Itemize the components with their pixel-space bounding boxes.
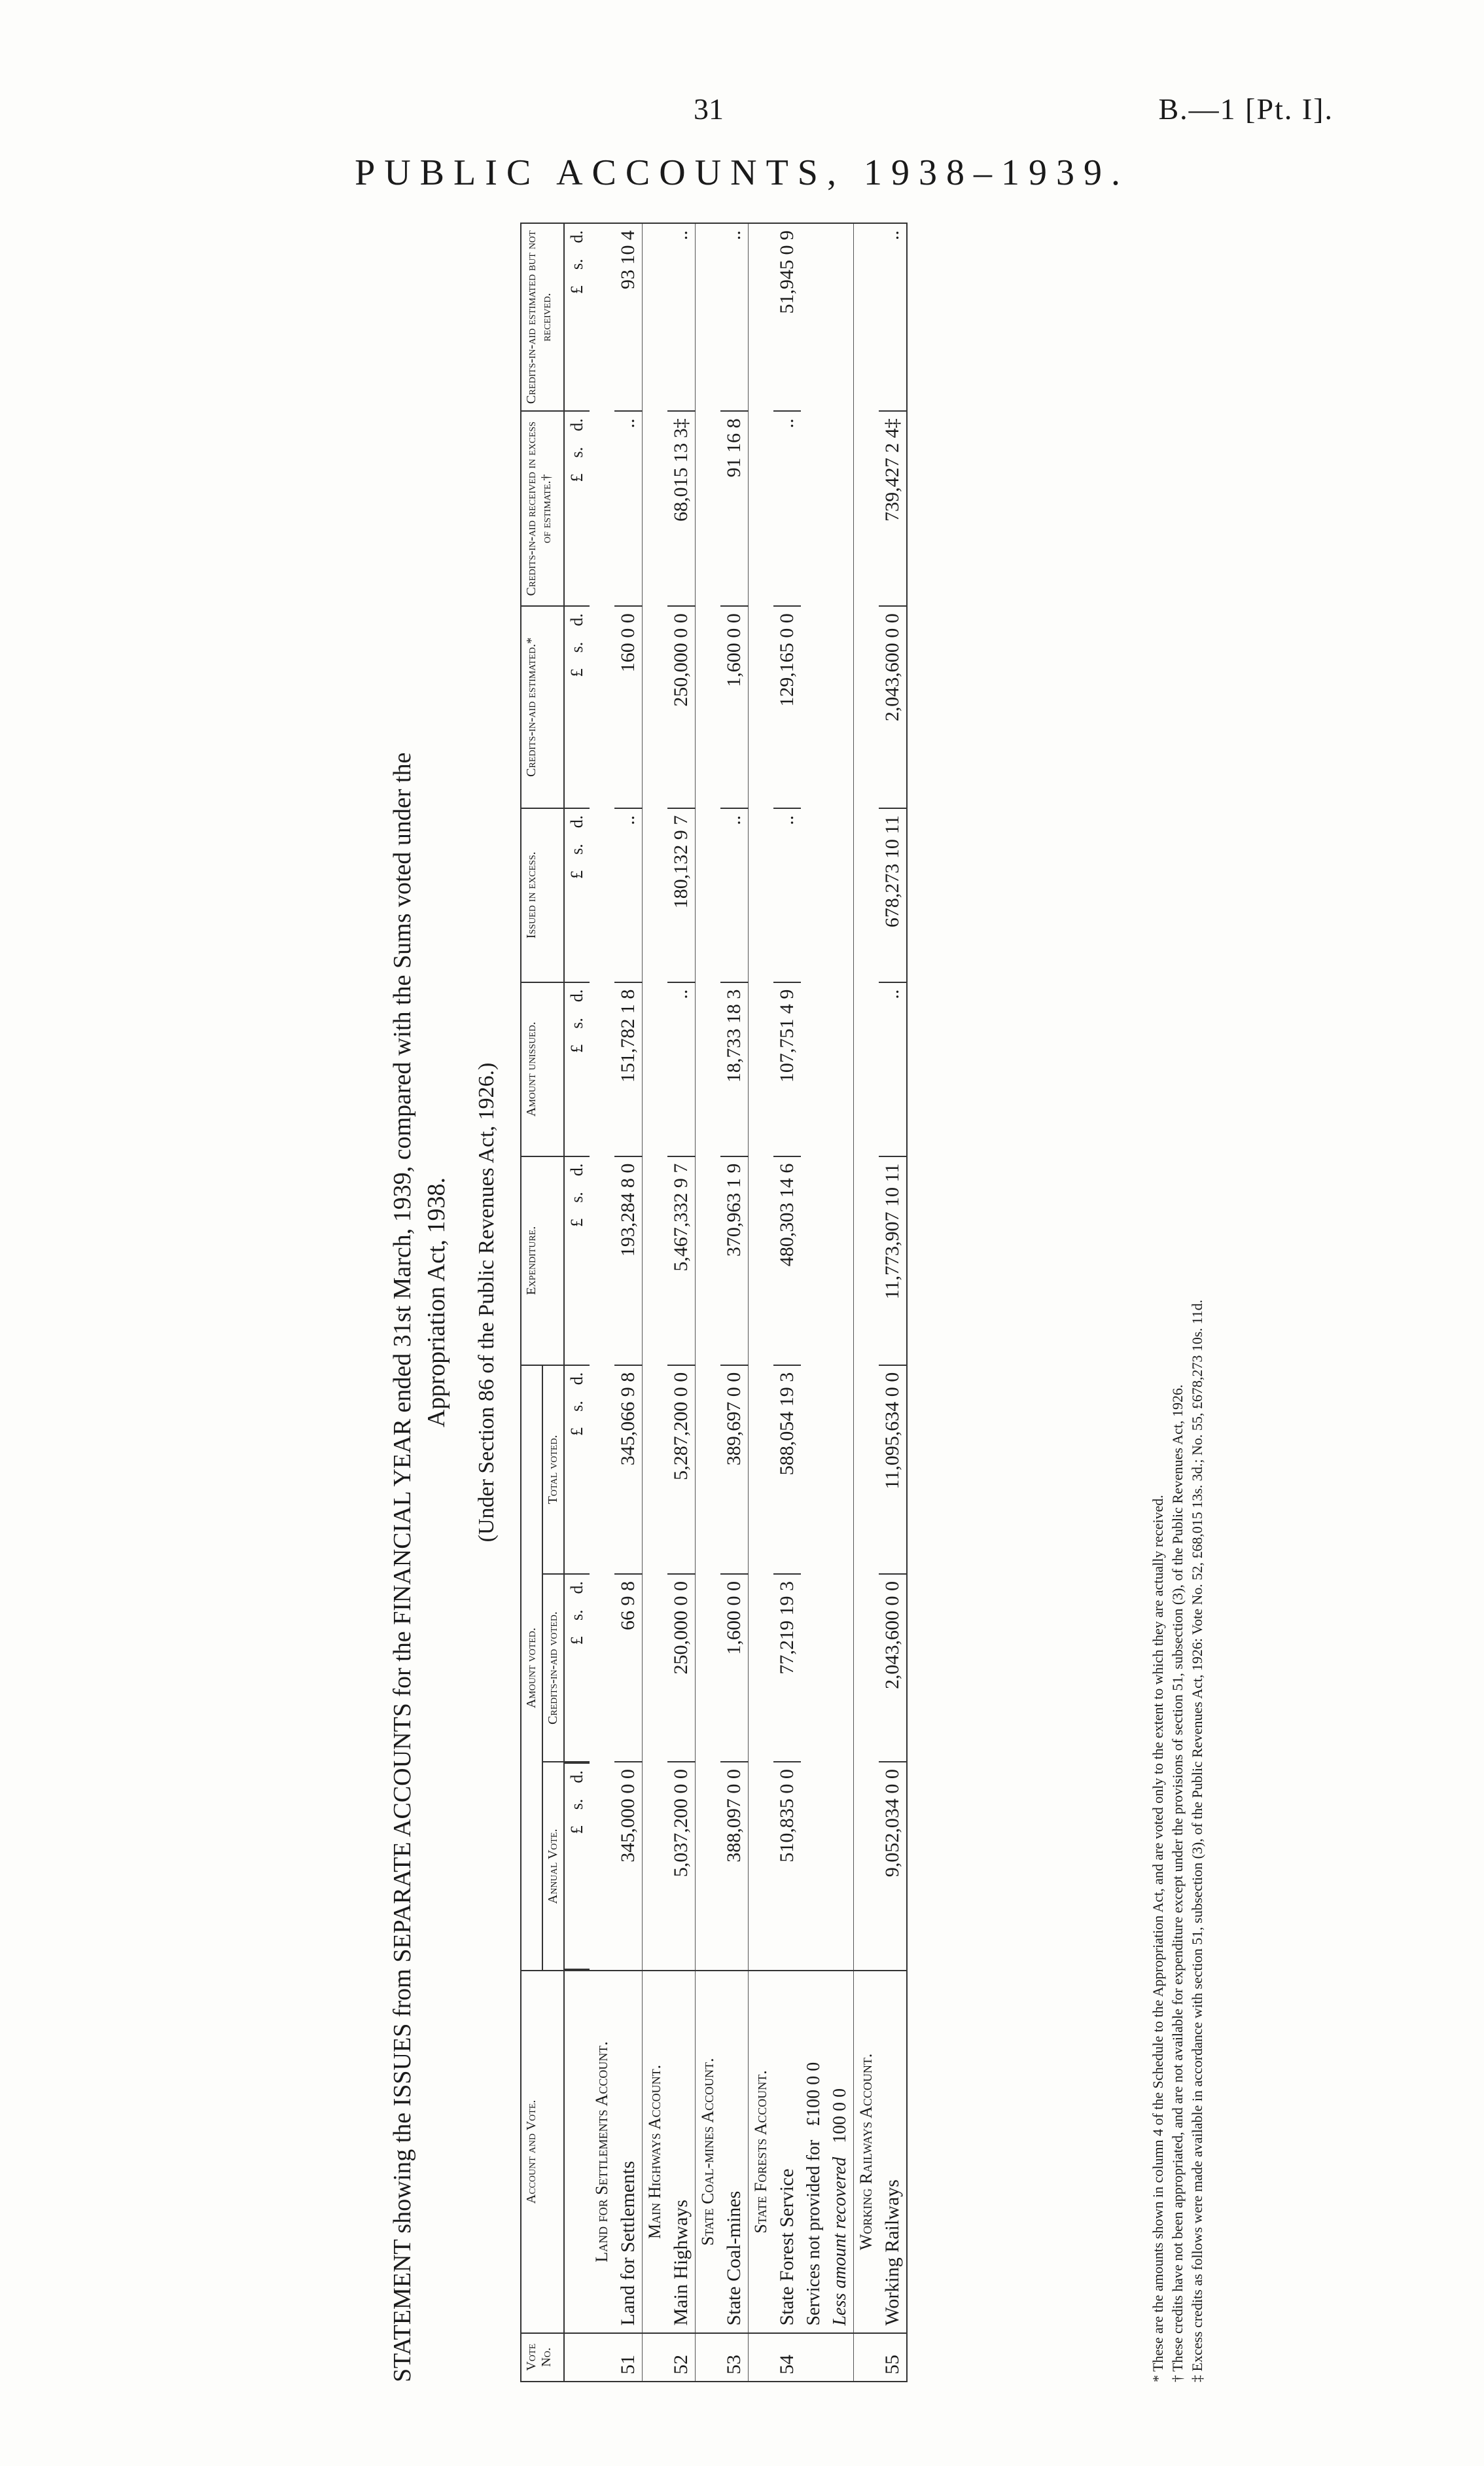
total-voted: 345,066 9 8 (614, 1365, 643, 1574)
account-heading: Land for Settlements Account. (590, 1971, 614, 2332)
vote-name: Working Railways (879, 1971, 907, 2332)
table-subrow (827, 223, 854, 2382)
units-total-voted: £ s. d. (567, 1372, 586, 1436)
vote-name: State Coal-mines (720, 1971, 749, 2332)
col-credits-estimated: Credits-in-aid estimated.* (521, 606, 564, 808)
vote-name: Land for Settlements (614, 1971, 643, 2332)
expenditure: 11,773,907 10 11 (879, 1156, 907, 1365)
table-row (614, 223, 643, 2382)
footnote-star: * These are the amounts shown in column 4 of the Schedule to the Appropriation Act, and are voted only to the extent to which they are actually received. (1150, 1495, 1166, 2382)
account-heading: State Forests Account. (749, 1971, 774, 2332)
credits-not-received: .. (879, 223, 907, 411)
credits-not-received: .. (720, 223, 749, 411)
col-annual-vote: Annual Vote. (542, 1762, 564, 1971)
col-credits-not-received: Credits-in-aid estimated but not received. (521, 223, 564, 411)
amount-unissued: 107,751 4 9 (773, 982, 801, 1156)
col-amount-unissued: Amount unissued. (521, 982, 564, 1156)
annual-vote: 388,097 0 0 (720, 1762, 749, 1971)
credits-not-received: 51,945 0 9 (773, 223, 801, 411)
expenditure: 480,303 14 6 (773, 1156, 801, 1365)
credits-received-excess: .. (773, 411, 801, 606)
rotated-statement (370, 223, 1286, 2382)
amount-unissued: 151,782 1 8 (614, 982, 643, 1156)
credits-voted: 1,600 0 0 (720, 1574, 749, 1762)
units-credits-not-received: £ s. d. (567, 230, 586, 295)
table-subrow (801, 223, 827, 2382)
account-heading: State Coal-mines Account. (696, 1971, 721, 2332)
footnote-double-dagger: ‡ Excess credits as follows were made available in accordance with section 51, subsection (3), of the Public Revenues Act, 1926: Vote No. 52, £68,015 13s. 3d.; No. 55, £678,273 10s. 11d. (1189, 1299, 1205, 2382)
footnotes (1148, 223, 1207, 2382)
statement-title-act: Appropriation Act, 1938. (423, 1177, 450, 1428)
col-account-and-vote: Account and Vote. (521, 1971, 564, 2332)
credits-estimated: 2,043,600 0 0 (879, 606, 907, 808)
issued-in-excess: .. (773, 808, 801, 982)
subrow-label: Less amount recovered (830, 2156, 850, 2326)
credits-received-excess: 91 16 8 (720, 411, 749, 606)
credits-voted: 77,219 19 3 (773, 1574, 801, 1762)
statement-title: STATEMENT showing the ISSUES from SEPARATE ACCOUNTS for the FINANCIAL YEAR ended 31st March, 1939, compared with the Sums voted under the (389, 752, 416, 2382)
units-credits-received-excess: £ s. d. (567, 418, 586, 482)
col-amount-voted: Amount voted. (521, 1365, 542, 1971)
credits-voted: 250,000 0 0 (667, 1574, 696, 1762)
credits-received-excess: 68,015 13 3‡ (667, 411, 696, 606)
credits-voted: 2,043,600 0 0 (879, 1574, 907, 1762)
issued-in-excess: 678,273 10 11 (879, 808, 907, 982)
credits-received-excess: .. (614, 411, 643, 606)
statement-subtitle: (Under Section 86 of the Public Revenues Act, 1926.) (474, 1062, 499, 1543)
credits-not-received: .. (667, 223, 696, 411)
credits-estimated: 250,000 0 0 (667, 606, 696, 808)
units-issued-excess: £ s. d. (567, 815, 586, 879)
expenditure: 370,963 1 9 (720, 1156, 749, 1365)
total-voted: 5,287,200 0 0 (667, 1365, 696, 1574)
col-credits-voted: Credits-in-aid voted. (542, 1574, 564, 1762)
table-row (773, 223, 801, 2382)
units-expenditure: £ s. d. (567, 1163, 586, 1227)
col-total-voted: Total voted. (542, 1365, 564, 1574)
vote-number: 54 (773, 2333, 801, 2382)
page-number: 31 (694, 92, 724, 126)
col-credits-received-excess: Credits-in-aid received in excess of estimate.† (521, 411, 564, 606)
footnote-dagger: † These credits have not been appropriated, and are not available for expenditure except under the provisions of section 51, subsection (3), of the Public Revenues Act, 1926. (1169, 1384, 1186, 2382)
vote-name: State Forest Service (773, 1971, 801, 2332)
amount-unissued: 18,733 18 3 (720, 982, 749, 1156)
document-reference: B.—1 [Pt. I]. (1158, 92, 1334, 126)
account-heading: Working Railways Account. (854, 1971, 879, 2332)
col-expenditure: Expenditure. (521, 1156, 564, 1365)
vote-number: 51 (614, 2333, 643, 2382)
credits-voted: 66 9 8 (614, 1574, 643, 1762)
annual-vote: 510,835 0 0 (773, 1762, 801, 1971)
expenditure: 5,467,332 9 7 (667, 1156, 696, 1365)
vote-number: 55 (879, 2333, 907, 2382)
subrow-amount: 100 0 0 (830, 2088, 850, 2143)
issued-in-excess: .. (614, 808, 643, 982)
annual-vote: 5,037,200 0 0 (667, 1762, 696, 1971)
table-row (879, 223, 907, 2382)
units-annual-vote: £ s. d. (565, 1762, 590, 1970)
vote-number: 53 (720, 2333, 749, 2382)
issued-in-excess: 180,132 9 7 (667, 808, 696, 982)
credits-estimated: 129,165 0 0 (773, 606, 801, 808)
units-unissued: £ s. d. (567, 989, 586, 1053)
total-voted: 11,095,634 0 0 (879, 1365, 907, 1574)
account-heading: Main Highways Account. (643, 1971, 668, 2332)
amount-unissued: .. (667, 982, 696, 1156)
accounts-table (520, 223, 908, 2382)
credits-not-received: 93 10 4 (614, 223, 643, 411)
vote-name: Main Highways (667, 1971, 696, 2332)
issued-in-excess: .. (720, 808, 749, 982)
credits-estimated: 1,600 0 0 (720, 606, 749, 808)
vote-number: 52 (667, 2333, 696, 2382)
col-issued-in-excess: Issued in excess. (521, 808, 564, 982)
annual-vote: 345,000 0 0 (614, 1762, 643, 1971)
units-credits-voted: £ s. d. (567, 1581, 586, 1645)
page-heading: PUBLIC ACCOUNTS, 1938–1939. (355, 152, 1129, 193)
credits-estimated: 160 0 0 (614, 606, 643, 808)
table-row (667, 223, 696, 2382)
expenditure: 193,284 8 0 (614, 1156, 643, 1365)
credits-received-excess: 739,427 2 4‡ (879, 411, 907, 606)
subrow-amount: £100 0 0 (804, 2062, 824, 2126)
annual-vote: 9,052,034 0 0 (879, 1762, 907, 1971)
subrow-label: Services not provided for (804, 2139, 824, 2326)
total-voted: 389,697 0 0 (720, 1365, 749, 1574)
col-vote-no: Vote No. (521, 2333, 564, 2382)
total-voted: 588,054 19 3 (773, 1365, 801, 1574)
table-row (720, 223, 749, 2382)
units-credits-estimated: £ s. d. (567, 613, 586, 677)
amount-unissued: .. (879, 982, 907, 1156)
